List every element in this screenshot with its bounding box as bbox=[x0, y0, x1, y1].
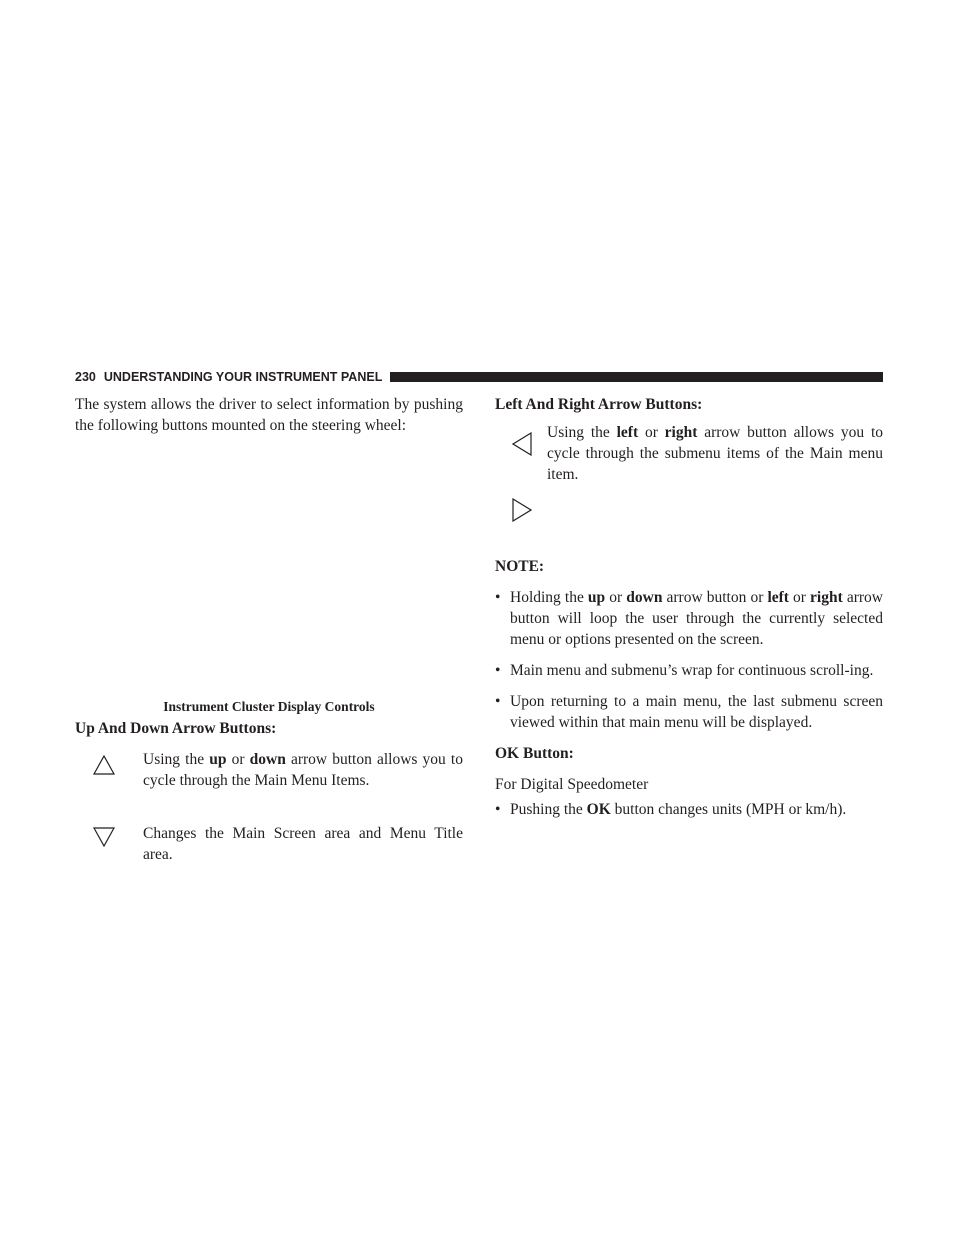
section-title: UNDERSTANDING YOUR INSTRUMENT PANEL bbox=[103, 370, 383, 384]
up-button-row bbox=[75, 749, 463, 791]
figure-caption: Instrument Cluster Display Controls bbox=[163, 699, 375, 714]
right-arrow-icon bbox=[512, 498, 532, 522]
bullet-mark: • bbox=[495, 693, 501, 710]
up-arrow-icon bbox=[93, 755, 115, 775]
digital-speedometer-label: For Digital Speedometer bbox=[495, 776, 649, 793]
ok-bullet: • Pushing the OK button changes units (MPH or km/h). bbox=[495, 801, 847, 818]
bullet-mark: • bbox=[495, 662, 501, 679]
left-right-row bbox=[495, 422, 883, 538]
up-down-heading: Up And Down Arrow Buttons: bbox=[75, 720, 277, 737]
up-desc: Using the up or down arrow button allows you to cycle through the Main Menu Items. bbox=[143, 751, 463, 789]
page-header bbox=[75, 370, 883, 384]
left-right-heading: Left And Right Arrow Buttons: bbox=[495, 396, 703, 413]
page-number: 230 bbox=[75, 370, 96, 384]
left-right-desc: Using the left or right arrow button allows you to cycle through the submenu items of the Main menu item. bbox=[547, 424, 883, 483]
note-bullet-3: • Upon returning to a main menu, the last submenu screen viewed within that main menu will be displayed. bbox=[495, 693, 883, 731]
bullet-mark: • bbox=[495, 589, 501, 606]
left-column bbox=[75, 394, 463, 865]
intro-paragraph: The system allows the driver to select information by pushing the following buttons mounted on the steering wheel: bbox=[75, 396, 463, 434]
down-arrow-icon bbox=[93, 827, 115, 847]
header-rule bbox=[390, 372, 883, 382]
figure-placeholder bbox=[75, 436, 463, 698]
right-column bbox=[495, 394, 883, 820]
note-bullet-2: • Main menu and submenu’s wrap for continuous scroll-ing. bbox=[495, 662, 874, 679]
note-bullet-1: • Holding the up or down arrow button or left or right arrow button will loop the user through the currently selected menu or options presented on the screen. bbox=[495, 589, 883, 648]
ok-heading: OK Button: bbox=[495, 745, 574, 762]
left-arrow-icon bbox=[512, 432, 532, 456]
down-button-row bbox=[75, 823, 463, 865]
bullet-mark: • bbox=[495, 801, 501, 818]
note-heading: NOTE: bbox=[495, 558, 545, 575]
down-desc: Changes the Main Screen area and Menu Title area. bbox=[143, 825, 463, 863]
